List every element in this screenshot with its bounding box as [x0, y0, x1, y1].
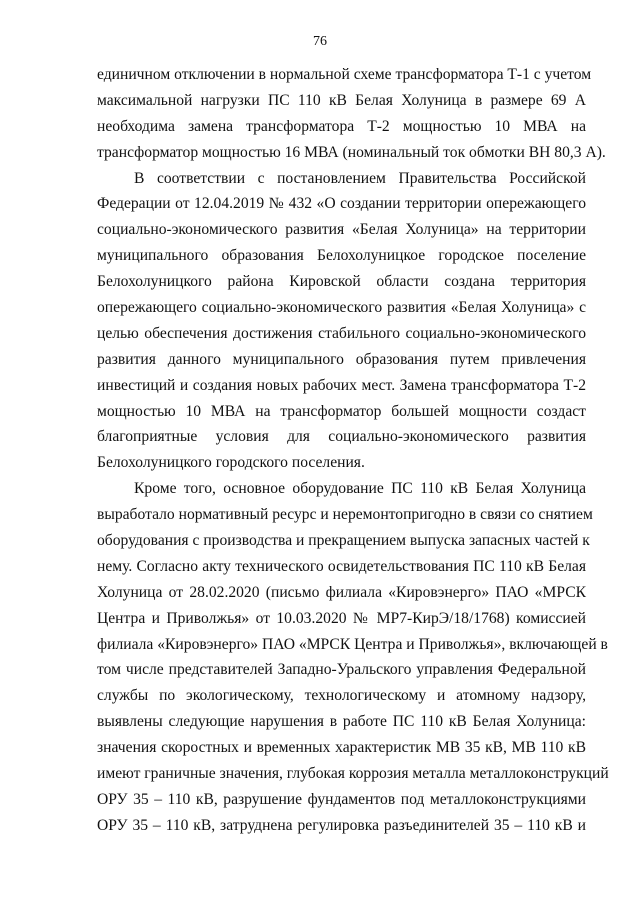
text-line: оборудования с производства и прекращением выпуска запасных частей к — [97, 532, 590, 550]
text-line: мощностью 10 МВА на трансформатор большей мощности создаст — [97, 402, 586, 420]
text-line: Белохолуницкого района Кировской области создана территория — [97, 273, 586, 291]
text-line: ОРУ 35 – 110 кВ, разрушение фундаментов под металлоконструкциями — [97, 790, 586, 808]
text-line: Холуница от 28.02.2020 (письмо филиала «Кировэнерго» ПАО «МРСК — [97, 583, 586, 601]
text-line: выявлены следующие нарушения в работе ПС 110 кВ Белая Холуница: — [97, 713, 586, 731]
text-line: инвестиций и создания новых рабочих мест. Замена трансформатора Т-2 — [97, 376, 586, 394]
text-line: ОРУ 35 – 110 кВ, затруднена регулировка разъединителей 35 – 110 кВ и — [97, 816, 586, 834]
text-line: максимальной нагрузки ПС 110 кВ Белая Холуница в размере 69 А — [97, 91, 586, 109]
text-line: том числе представителей Западно-Уральского управления Федеральной — [97, 661, 586, 679]
text-line: значения скоростных и временных характеристик МВ 35 кВ, МВ 110 кВ — [97, 739, 586, 757]
text-line: трансформатор мощностью 16 МВА (номинальный ток обмотки ВН 80,3 А). — [97, 143, 606, 161]
text-line: В соответствии с постановлением Правительства Российской — [134, 169, 586, 187]
text-line: социально-экономического развития «Белая Холуница» на территории — [97, 221, 586, 239]
text-line: Центра и Приволжья» от 10.03.2020 № МР7-КирЭ/18/1768) комиссией — [97, 609, 586, 627]
text-line: необходима замена трансформатора Т-2 мощностью 10 МВА на — [97, 117, 586, 135]
text-line: филиала «Кировэнерго» ПАО «МРСК Центра и Приволжья», включающей в — [97, 635, 608, 653]
text-line: муниципального образования Белохолуницкое городское поселение — [97, 247, 586, 265]
text-line: имеют граничные значения, глубокая коррозия металла металлоконструкций — [97, 765, 609, 783]
text-line: опережающего социально-экономического развития «Белая Холуница» с — [97, 299, 586, 317]
text-line: выработало нормативный ресурс и неремонтопригодно в связи со снятием — [97, 506, 593, 524]
text-line: единичном отключении в нормальной схеме трансформатора Т-1 с учетом — [97, 66, 592, 83]
text-line: Белохолуницкого городского поселения. — [97, 454, 365, 472]
text-line: целью обеспечения достижения стабильного социально-экономического — [97, 324, 586, 342]
text-line: благоприятные условия для социально-экономического развития — [97, 428, 586, 446]
text-line: нему. Согласно акту технического освидетельствования ПС 110 кВ Белая — [97, 557, 586, 575]
body-text — [97, 62, 609, 839]
text-line: службы по экологическому, технологическому и атомному надзору, — [97, 687, 586, 705]
text-line: Федерации от 12.04.2019 № 432 «О создании территории опережающего — [97, 195, 586, 213]
page-number: 76 — [313, 34, 327, 49]
text-line: развития данного муниципального образования путем привлечения — [97, 350, 586, 368]
text-line: Кроме того, основное оборудование ПС 110 кВ Белая Холуница — [134, 480, 586, 498]
